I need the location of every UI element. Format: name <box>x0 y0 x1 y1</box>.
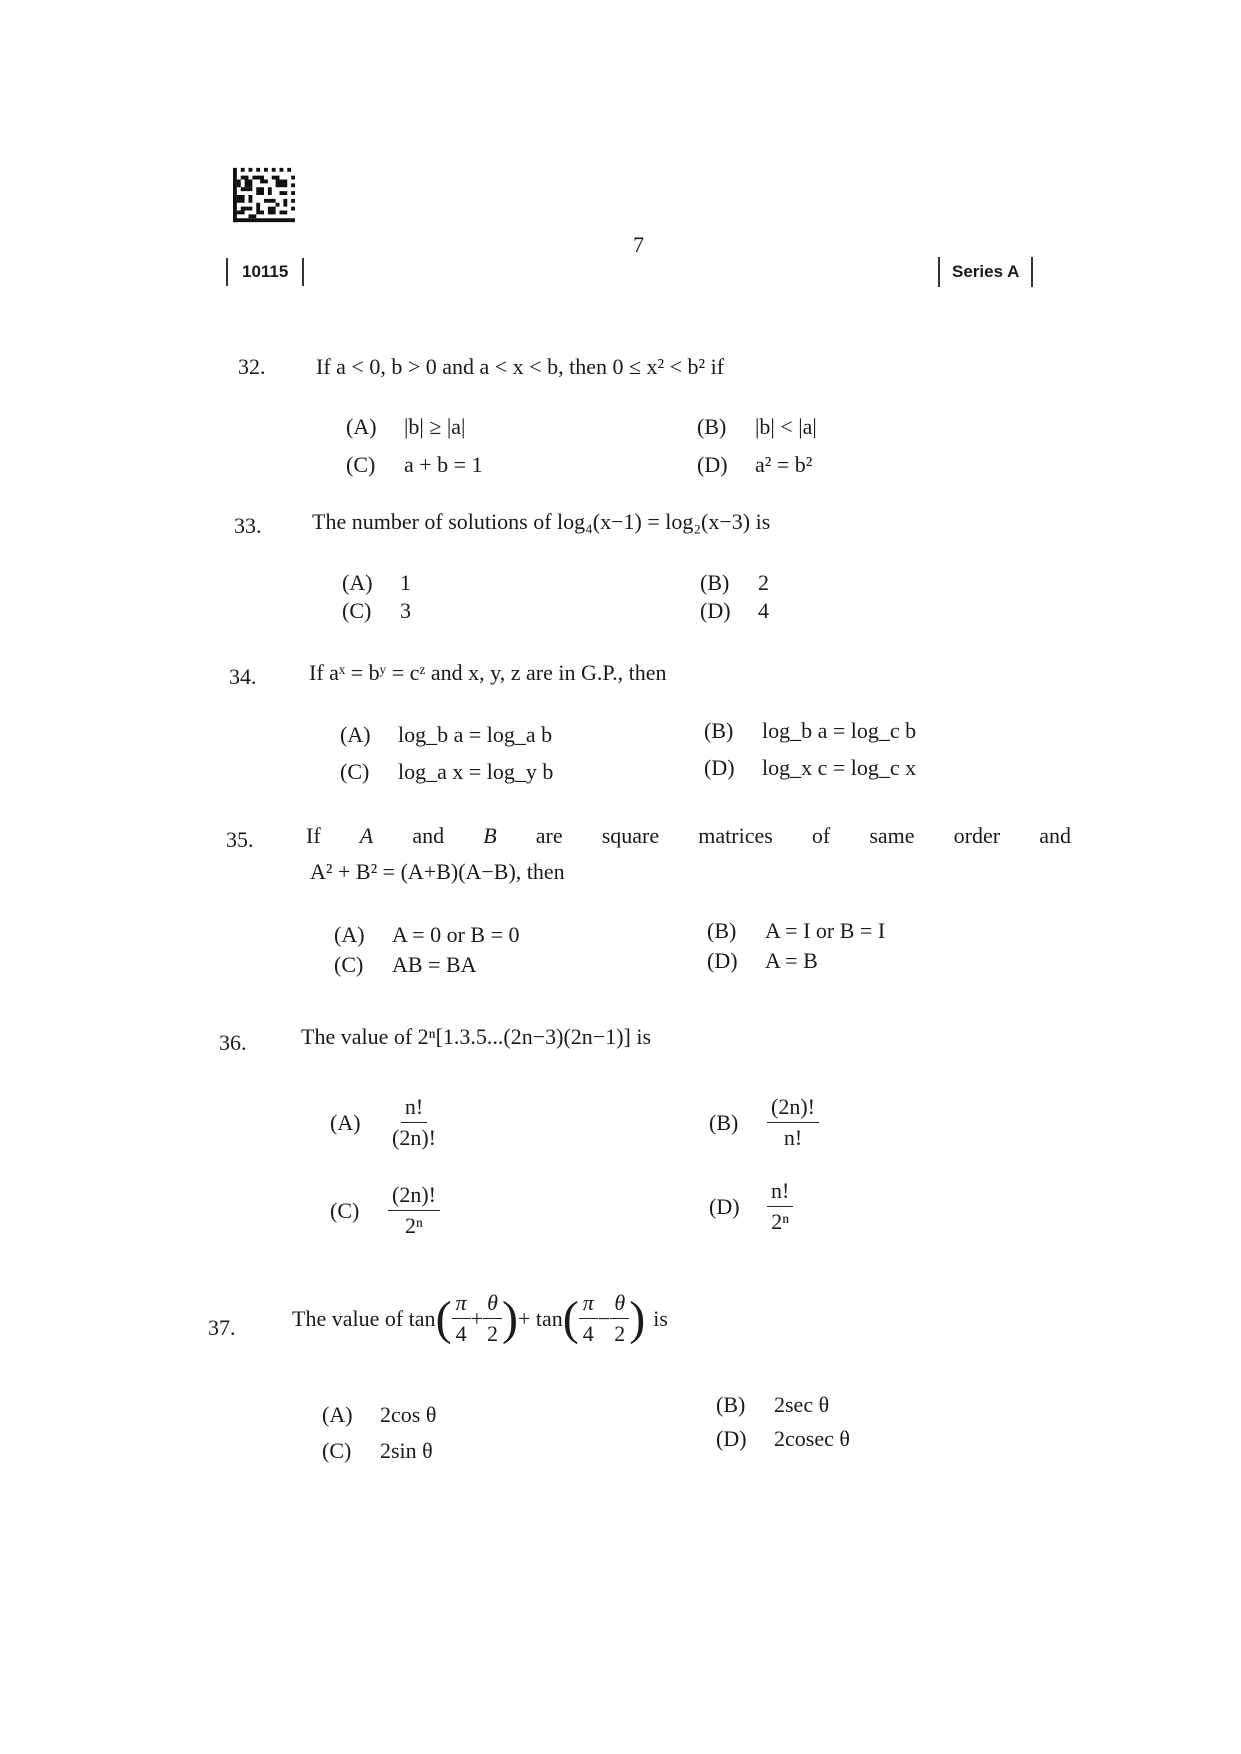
question-text: If a < 0, b > 0 and a < x < b, then 0 ≤ x² < b² if <box>316 354 725 379</box>
option-c <box>334 952 477 978</box>
denominator: (2n)! <box>392 1125 436 1150</box>
close-paren: ) <box>502 1292 518 1345</box>
numerator: n! <box>401 1094 427 1123</box>
option-label: (D) <box>700 598 731 623</box>
question-text: The value of 2ⁿ[1.3.5...(2n−3)(2n−1)] is <box>301 1024 652 1049</box>
open-paren: ( <box>562 1292 579 1345</box>
page-number: 7 <box>633 232 644 257</box>
option-text: 4 <box>758 598 769 623</box>
option-c <box>346 452 483 478</box>
option-text: 1 <box>400 570 411 595</box>
question-number: 35. <box>226 827 254 852</box>
question-text-line-1 <box>306 823 1071 849</box>
option-d <box>709 1178 793 1235</box>
fraction <box>483 1290 502 1347</box>
numerator: π <box>579 1290 598 1319</box>
option-label: (B) <box>704 718 734 743</box>
option-text: a² = b² <box>755 452 813 477</box>
option-b <box>716 1392 829 1418</box>
option-label: (C) <box>330 1197 360 1223</box>
word: square <box>601 823 660 848</box>
option-label: (B) <box>697 414 727 439</box>
datamatrix-barcode-icon <box>233 167 295 223</box>
numerator: π <box>452 1290 471 1319</box>
denominator: 4 <box>455 1321 467 1346</box>
fraction <box>388 1182 440 1239</box>
option-a <box>342 570 411 596</box>
option-label: (D) <box>707 948 738 973</box>
word: B <box>483 823 497 848</box>
open-paren: ( <box>435 1292 452 1345</box>
option-text: 2sec θ <box>774 1392 830 1417</box>
operator: − <box>597 1305 611 1331</box>
numerator: θ <box>483 1290 502 1319</box>
question-number: 33. <box>234 513 262 538</box>
option-b <box>709 1094 819 1151</box>
option-d <box>716 1426 850 1452</box>
text-pre: The value of tan <box>292 1305 436 1331</box>
option-label: (B) <box>709 1109 739 1135</box>
option-label: (C) <box>346 452 376 477</box>
option-d <box>704 755 916 781</box>
word: A <box>359 823 374 848</box>
option-label: (B) <box>707 918 737 943</box>
word: are <box>535 823 563 848</box>
option-text: A = I or B = I <box>765 918 886 943</box>
question-number: 37. <box>208 1315 236 1340</box>
option-a <box>334 922 520 948</box>
paper-code: 10115 <box>226 258 304 286</box>
denominator: 2ⁿ <box>771 1209 790 1234</box>
option-label: (A) <box>346 414 377 439</box>
option-text: a + b = 1 <box>404 452 483 477</box>
option-b <box>704 718 916 744</box>
option-label: (D) <box>709 1193 740 1219</box>
option-text: log_b a = log_c b <box>762 718 917 743</box>
denominator: 4 <box>582 1321 594 1346</box>
word: and <box>412 823 445 848</box>
option-label: (A) <box>342 570 373 595</box>
option-label: (D) <box>716 1426 747 1451</box>
word: order <box>953 823 1001 848</box>
option-label: (D) <box>697 452 728 477</box>
option-b <box>700 570 769 596</box>
denominator: n! <box>783 1125 803 1150</box>
text-post: is <box>653 1305 668 1331</box>
fraction <box>452 1290 471 1347</box>
numerator: θ <box>610 1290 629 1319</box>
option-label: (A) <box>322 1402 353 1427</box>
option-text: 3 <box>400 598 411 623</box>
option-text: log_b a = log_a b <box>398 722 553 747</box>
option-c <box>330 1182 440 1239</box>
word: same <box>869 823 915 848</box>
close-paren: ) <box>629 1292 646 1345</box>
word: matrices <box>698 823 773 848</box>
question-text-line-2: A² + B² = (A+B)(A−B), then <box>310 859 565 884</box>
word: If <box>306 823 321 848</box>
numerator: n! <box>767 1178 793 1207</box>
question-text: If aˣ = bʸ = cᶻ and x, y, z are in G.P., then <box>309 660 667 685</box>
question-number: 34. <box>229 664 257 689</box>
option-b <box>697 414 817 440</box>
option-a <box>322 1402 436 1428</box>
series-label: Series A <box>938 257 1033 287</box>
option-label: (B) <box>700 570 730 595</box>
option-d <box>697 452 812 478</box>
option-a <box>346 414 465 440</box>
fraction <box>767 1094 819 1151</box>
option-d <box>707 948 818 974</box>
option-label: (A) <box>340 722 371 747</box>
option-text: 2cosec θ <box>774 1426 850 1451</box>
option-label: (C) <box>334 952 364 977</box>
question-number: 32. <box>238 354 266 379</box>
operator: + <box>470 1305 483 1331</box>
option-b <box>707 918 885 944</box>
option-text: log_a x = log_y b <box>398 759 554 784</box>
word: and <box>1039 823 1071 848</box>
option-d <box>700 598 769 624</box>
fraction <box>767 1178 793 1235</box>
option-text: log_x c = log_c x <box>762 755 917 780</box>
option-label: (A) <box>334 922 365 947</box>
option-c <box>322 1438 433 1464</box>
question-number: 36. <box>219 1030 247 1055</box>
denominator: 2 <box>614 1321 626 1346</box>
option-label: (C) <box>340 759 370 784</box>
option-text: 2sin θ <box>380 1438 433 1463</box>
option-text: 2cos θ <box>380 1402 437 1427</box>
numerator: (2n)! <box>388 1182 440 1211</box>
option-c <box>340 759 553 785</box>
word: of <box>811 823 831 848</box>
option-label: (B) <box>716 1392 746 1417</box>
option-text: A = B <box>765 948 818 973</box>
fraction <box>610 1290 629 1347</box>
text-mid: + tan <box>517 1305 563 1331</box>
denominator: 2ⁿ <box>405 1213 423 1238</box>
option-text: |b| ≥ |a| <box>404 414 466 439</box>
option-text: A = 0 or B = 0 <box>392 922 520 947</box>
question-text <box>292 1290 668 1347</box>
option-a <box>330 1094 440 1151</box>
option-text: |b| < |a| <box>755 414 817 439</box>
option-a <box>340 722 552 748</box>
option-c <box>342 598 411 624</box>
option-text: 2 <box>758 570 769 595</box>
option-label: (D) <box>704 755 735 780</box>
fraction <box>579 1290 598 1347</box>
option-label: (C) <box>322 1438 352 1463</box>
option-label: (C) <box>342 598 372 623</box>
denominator: 2 <box>487 1321 498 1346</box>
fraction <box>388 1094 440 1151</box>
numerator: (2n)! <box>767 1094 819 1123</box>
question-text: The number of solutions of log₄(x−1) = log₂(x−3) is <box>312 509 771 534</box>
option-text: AB = BA <box>392 952 477 977</box>
option-label: (A) <box>330 1109 361 1135</box>
